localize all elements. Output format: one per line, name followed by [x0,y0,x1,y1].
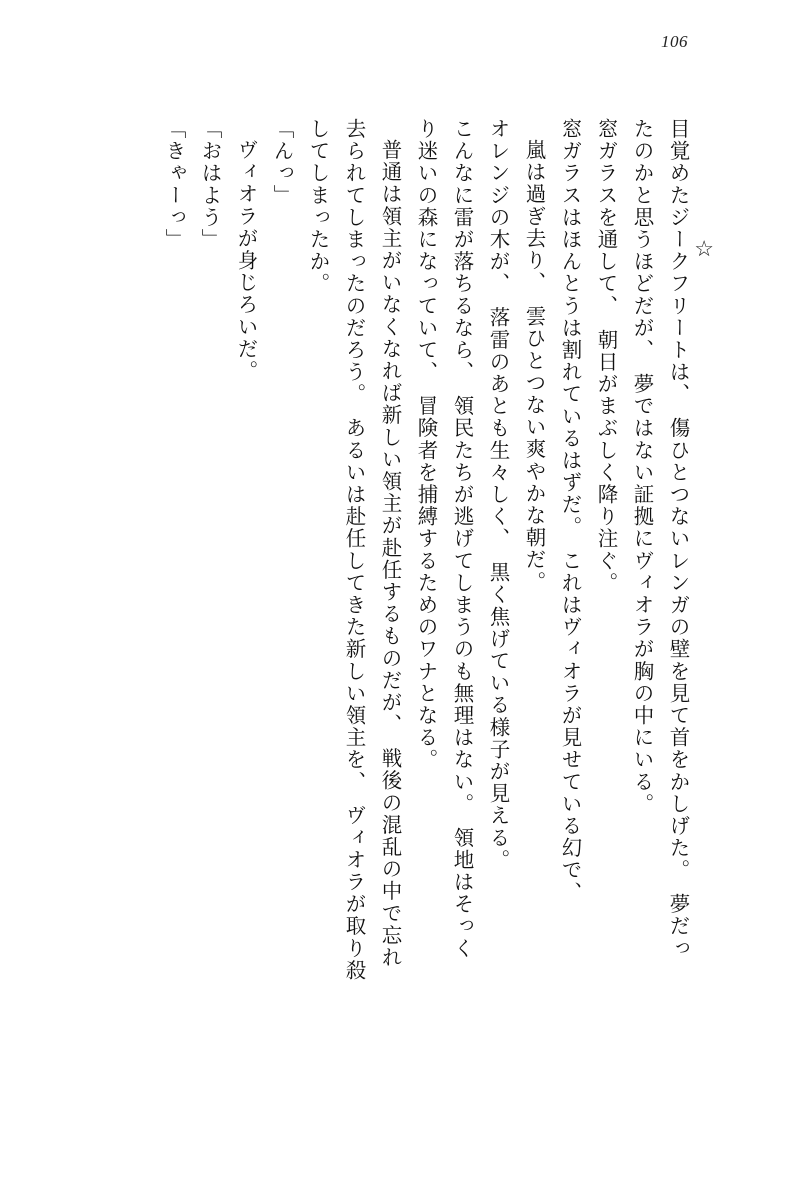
text-column: オレンジの木が、 落雷のあとも生々しく、 黒く焦げている様子が見える。 [486,118,510,871]
text-column: 窓ガラスを通して、 朝日がまぶしく降り注ぐ。 [594,118,618,594]
text-column: 嵐は過ぎ去り、 雲ひとつない爽やかな朝だ。 [522,139,546,593]
text-column: 窓ガラスはほんとうは割れているはずだ。 これはヴィオラが見せている幻で、 [558,118,582,904]
text-column: 去られてしまったのだろう。 あるいは赴任してきた新しい領主を、 ヴィオラが取り殺 [342,118,366,982]
dialogue-column: 「きゃーっ」 [162,118,186,251]
text-column: 普通は領主がいなくなれば新しい領主が赴任するものだが、 戦後の混乱の中で忘れ [378,139,402,969]
text-column: り迷いの森になっていて、 冒険者を捕縛するためのワナとなる。 [414,118,438,771]
vertical-text-body [40,118,688,1158]
text-column: ヴィオラが身じろいだ。 [234,139,258,383]
dialogue-column: 「んっ」 [270,118,294,207]
text-column: こんなに雷が落ちるなら、 領民たちが逃げてしまうのも無理はない。 領地はそっく [450,118,474,960]
star-ornament-icon: ☆ [694,236,714,261]
text-column: たのかと思うほどだが、 夢ではない証拠にヴィオラが胸の中にいる。 [630,118,654,815]
text-column: 目覚めたジークフリートは、 傷ひとつないレンガの壁を見て首をかしげた。 夢だっ [666,118,690,960]
page-number: 106 [661,32,688,51]
dialogue-column: 「おはよう」 [198,118,222,251]
text-column: してしまったか。 [306,118,330,295]
